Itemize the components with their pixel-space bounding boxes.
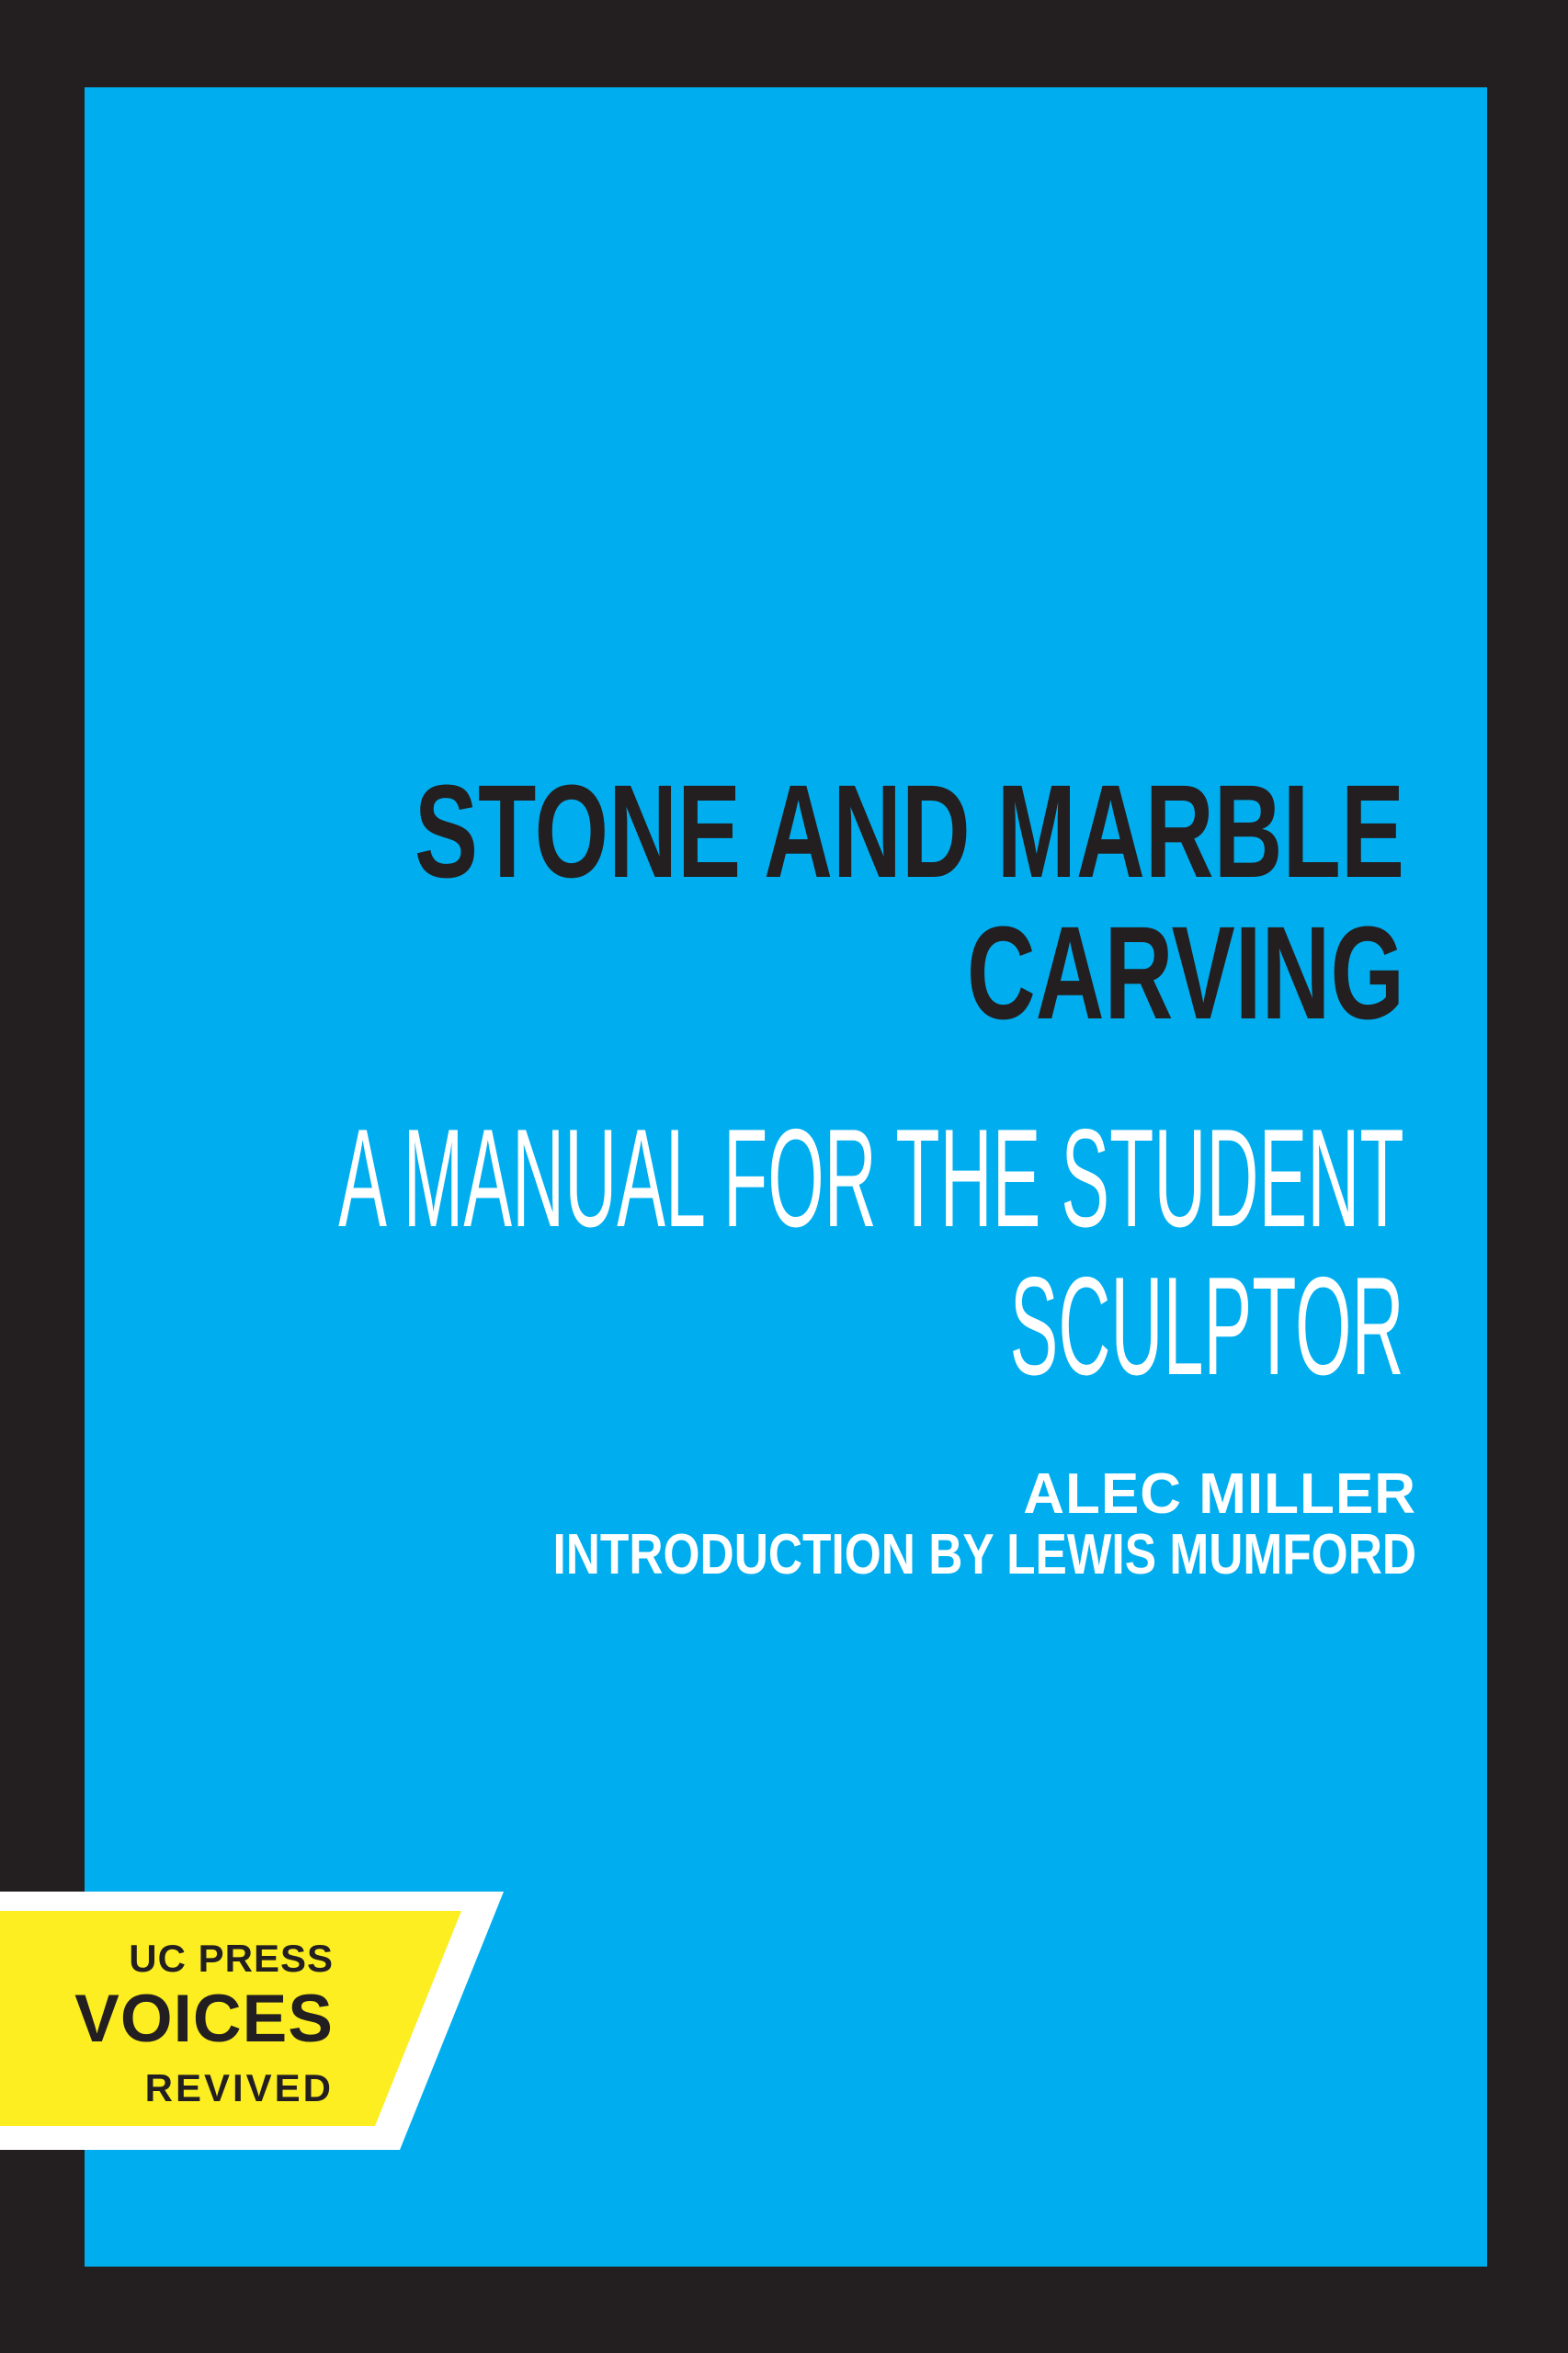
book-subtitle <box>0 1100 1404 1404</box>
badge-series-label: VOICES <box>74 1982 334 2056</box>
book-title-line-1: STONE AND MARBLE <box>414 757 1404 905</box>
book-subtitle-line-2: SCULPTOR <box>1010 1248 1404 1404</box>
book-subtitle-line-1: A MANUAL FOR THE STUDENT <box>338 1100 1404 1256</box>
author-block <box>376 1464 1416 1586</box>
introduction-credit: INTRODUCTION BY LEWIS MUMFORD <box>552 1523 1416 1586</box>
badge-imprint-label: UC PRESS <box>129 1937 334 1980</box>
voices-revived-badge-text <box>0 1911 334 2109</box>
badge-series-qualifier-label: REVIVED <box>144 2066 334 2109</box>
book-title-line-2: CARVING <box>966 899 1404 1047</box>
book-title <box>29 757 1404 1047</box>
author-name: ALEC MILLER <box>1023 1462 1416 1526</box>
